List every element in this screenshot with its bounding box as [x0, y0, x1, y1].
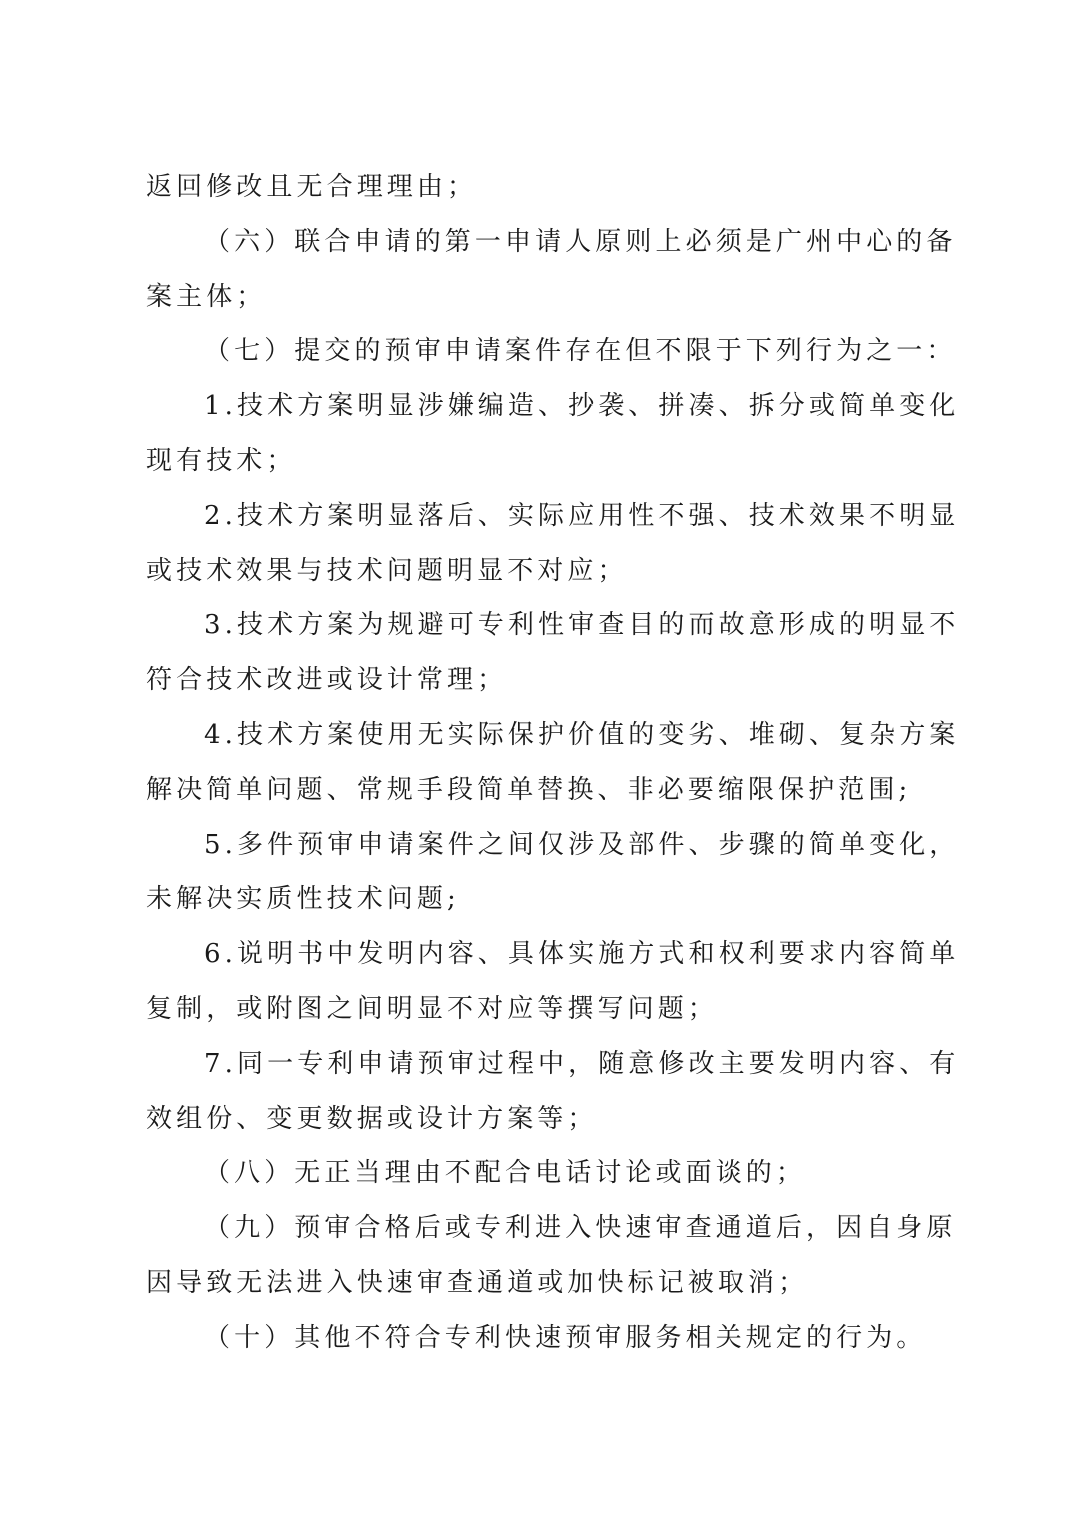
text-line: 因导致无法进入快速审查通道或加快标记被取消；	[146, 1267, 809, 1298]
text-line: 复制，或附图之间明显不对应等撰写问题；	[146, 993, 718, 1024]
text-line: 返回修改且无合理理由；	[146, 172, 478, 202]
text-line: 2.技术方案明显落后、实际应用性不强、技术效果不明显	[204, 500, 960, 531]
text-line: 7.同一专利申请预审过程中，随意修改主要发明内容、有	[204, 1048, 960, 1079]
text-line: 5.多件预审申请案件之间仅涉及部件、步骤的简单变化，	[204, 829, 960, 860]
text-line: 3.技术方案为规避可专利性审查目的而故意形成的明显不	[204, 610, 960, 641]
text-line: 4.技术方案使用无实际保护价值的变劣、堆砌、复杂方案	[204, 719, 960, 750]
text-line: 6.说明书中发明内容、具体实施方式和权利要求内容简单	[204, 939, 960, 970]
text-line: （七）提交的预审申请案件存在但不限于下列行为之一：	[204, 336, 957, 367]
text-line: 现有技术；	[146, 445, 297, 476]
text-line: （八）无正当理由不配合电话讨论或面谈的；	[204, 1158, 807, 1189]
text-line: 符合技术改进或设计常理；	[146, 665, 508, 696]
text-line: 1.技术方案明显涉嫌编造、抄袭、拼凑、拆分或简单变化	[204, 391, 960, 422]
text-line: （十）其他不符合专利快速预审服务相关规定的行为。	[204, 1322, 927, 1353]
text-line: 案主体；	[146, 281, 267, 312]
text-line: 或技术效果与技术问题明显不对应；	[146, 555, 628, 586]
text-line: 未解决实质性技术问题;	[146, 884, 460, 915]
document-body	[146, 160, 960, 1366]
text-line: 效组份、变更数据或设计方案等；	[146, 1103, 598, 1134]
text-line: （六）联合申请的第一申请人原则上必须是广州中心的备	[204, 226, 957, 257]
text-line: 解决简单问题、常规手段简单替换、非必要缩限保护范围;	[146, 774, 912, 805]
text-line: （九）预审合格后或专利进入快速审查通道后，因自身原	[204, 1213, 957, 1244]
